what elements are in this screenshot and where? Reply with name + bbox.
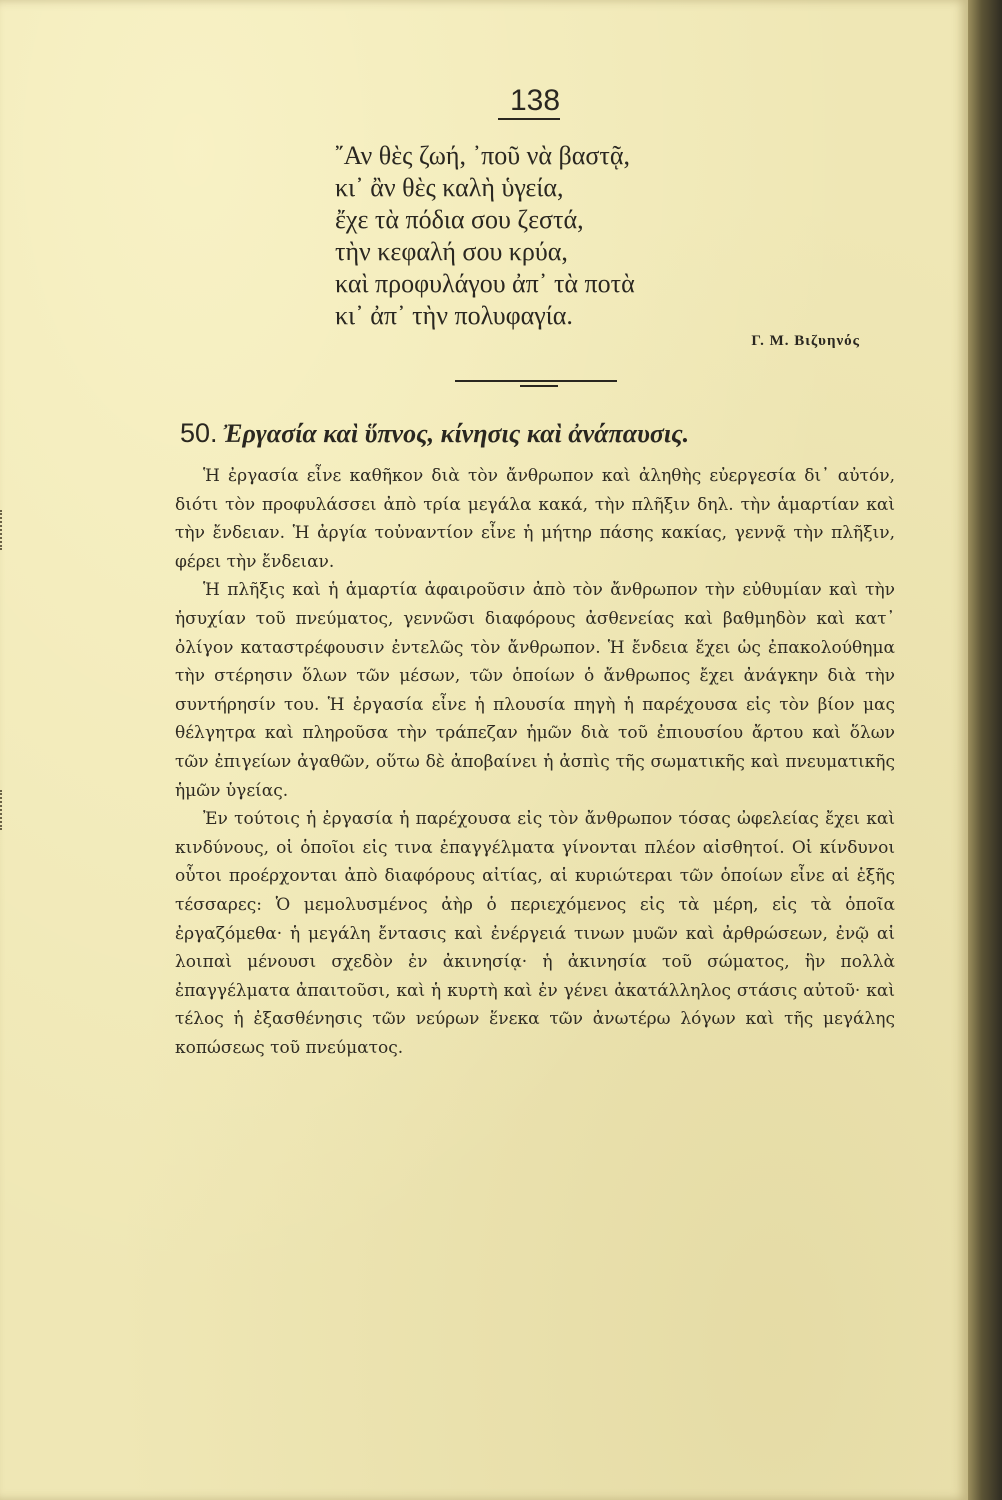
poem-author: Γ. Μ. Βιζυηνός — [751, 333, 860, 349]
paragraph: Ἡ πλῆξις καὶ ἡ ἁμαρτία ἀφαιροῦσιν ἀπὸ τὸν ἄνθρωπον τὴν εὐθυμίαν καὶ τὴν ἡσυχίαν τοῦ πνεύματος, γεννῶσι διαφόρους ἀσθενείας καὶ βαθμηδὸν καὶ κατ᾽ ὀλίγον καταστρέφουσιν ἐντελῶς τὸν ἄνθρωπον. Ἡ ἔνδεια ἔχει ὡς ἐπακολούθημα τὴν στέρησιν ὅλων τῶν μέσων, τῶν ὁποίων ὁ ἄνθρωπος ἔχει ἀνάγκην διὰ τὴν συντήρησίν του. Ἡ ἐργασία εἶνε ἡ πλουσία πηγὴ ἡ παρέχουσα εἰς τὸν βίον μας θέλγητρα καὶ πληροῦσα τὴν τράπεζαν ἡμῶν διὰ τοῦ ἐπιουσίου ἄρτου καὶ ὅλων τῶν ἐπιγείων ἀγαθῶν, οὕτω δὲ ἀποβαίνει ἡ ἀσπὶς τῆς σωματικῆς καὶ πνευματικῆς ἡμῶν ὑγείας. — [175, 580, 895, 801]
section-divider-accent — [520, 385, 558, 387]
poem-line: ῎Αν θὲς ζωή, ᾽ποῦ νὰ βαστᾷ, — [335, 141, 630, 170]
body-text — [175, 462, 895, 1062]
section-title: Ἐργασία καὶ ὕπνος, κίνησις καὶ ἀνάπαυσις. — [222, 419, 690, 448]
poem-line: καὶ προφυλάγου ἀπ᾽ τὰ ποτὰ — [335, 269, 635, 298]
paragraph: Ἡ ἐργασία εἶνε καθῆκον διὰ τὸν ἄνθρωπον καὶ ἀληθὴς εὐεργεσία δι᾽ αὐτόν, διότι τὸν προφυλάσσει ἀπὸ τρία μεγάλα κακά, τὴν πλῆξιν δηλ. τὴν ἁμαρτίαν καὶ τὴν ἔνδειαν. Ἡ ἀργία τοὐναντίον εἶνε ἡ μήτηρ πάσης κακίας, γεννᾷ τὴν πλῆξιν, φέρει τὴν ἔνδειαν. — [175, 466, 895, 572]
paragraph: Ἐν τούτοις ἡ ἐργασία ἡ παρέχουσα εἰς τὸν ἄνθρωπον τόσας ὠφελείας ἔχει καὶ κινδύνους, οἱ ὁποῖοι εἰς τινα ἐπαγγέλματα γίνονται πλέον αἰσθητοί. Οἱ κίνδυνοι οὗτοι προέρχονται ἀπὸ διαφόρους αἰτίας, αἱ κυριώτεραι τῶν ὁποίων εἶνε αἱ ἑξῆς τέσσαρες: Ὁ μεμολυσμένος ἀὴρ ὁ περιεχόμενος εἰς τὰ μέρη, εἰς τὰ ὁποῖα ἐργαζόμεθα· ἡ μεγάλη ἔντασις καὶ ἐνέργειά τινων μυῶν καὶ ἀρθρώσεων, ἐνῷ αἱ λοιπαὶ μένουσι σχεδὸν ἐν ἀκινησίᾳ· ἡ ἀκινησία τοῦ σώματος, ἣν πολλὰ ἐπαγγέλματα ἀπαιτοῦσι, καὶ ἡ κυρτὴ καὶ ἐν γένει ἀκατάλληλος στάσις αὐτοῦ· καὶ τέλος ἡ ἐξασθένησις τῶν νεύρων ἕνεκα τῶν ἀνωτέρω λόγων καὶ τῆς μεγάλης κοπώσεως τοῦ πνεύματος. — [175, 809, 895, 1058]
poem-line: κι᾽ ἀπ᾽ τὴν πολυφαγία. — [335, 301, 573, 330]
page-number: 138 — [509, 84, 561, 117]
poem-line: ἔχε τὰ πόδια σου ζεστά, — [335, 205, 584, 234]
poem-line: κι᾽ ἂν θὲς καλὴ ὑγεία, — [335, 173, 564, 202]
book-edge — [968, 0, 1002, 1500]
section-divider — [455, 380, 617, 382]
page-number-underline — [498, 118, 560, 120]
section-heading — [180, 418, 920, 449]
binding-mark — [0, 790, 10, 830]
poem-line: τὴν κεφαλή σου κρύα, — [335, 237, 568, 266]
poem — [335, 140, 755, 332]
section-number: 50. — [180, 418, 218, 448]
binding-mark — [0, 510, 10, 550]
